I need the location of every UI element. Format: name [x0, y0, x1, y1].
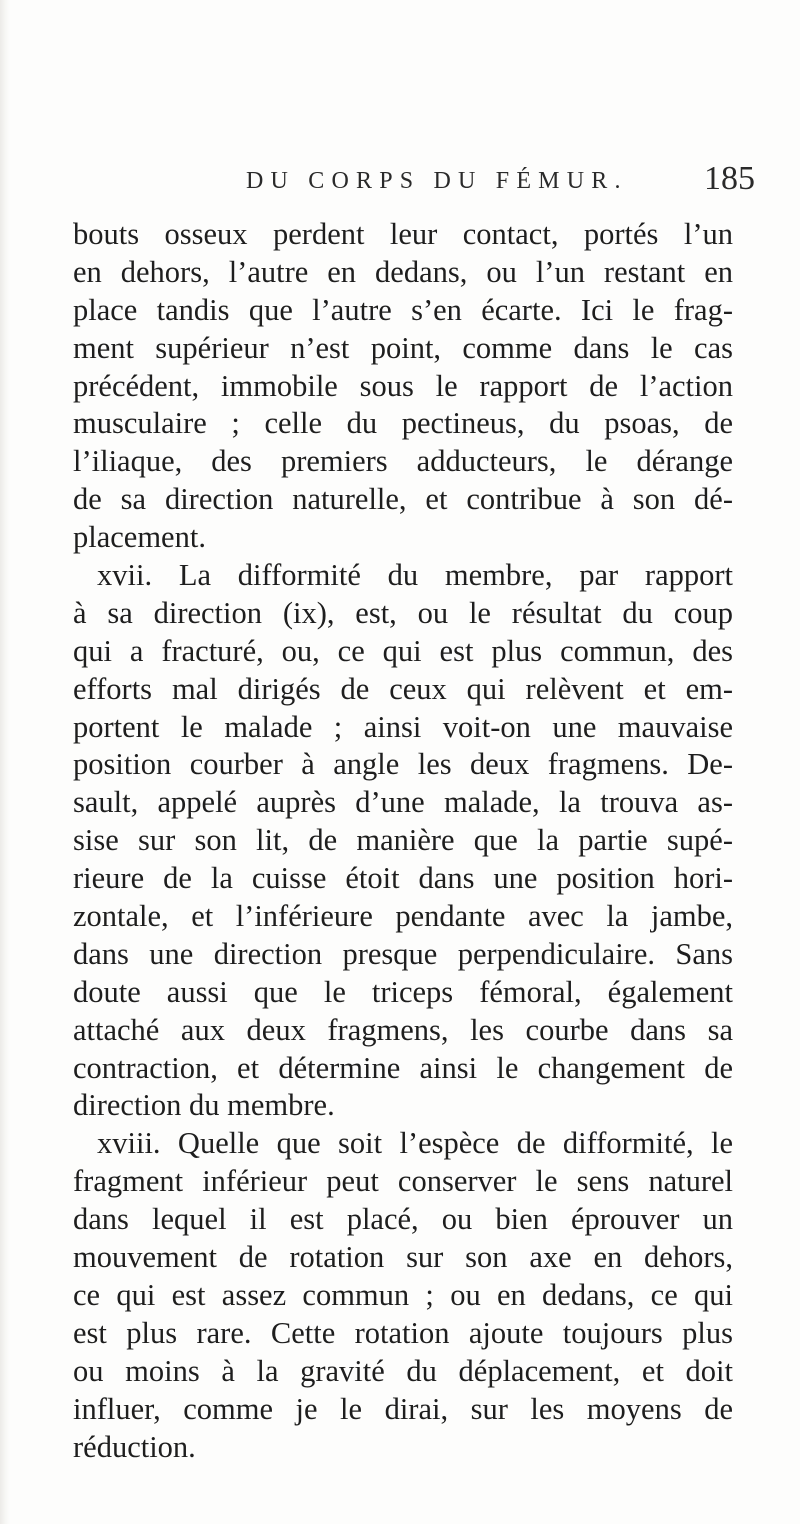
- text-line: contraction, et détermine ainsi le changement de: [73, 1050, 733, 1085]
- text-line: à sa direction (ix), est, ou le résultat du coup: [73, 595, 733, 630]
- text-line: mouvement de rotation sur son axe en dehors,: [73, 1240, 733, 1275]
- text-line: efforts mal dirigés de ceux qui relèvent et em-: [73, 671, 733, 706]
- text-line: réduction.: [73, 1429, 196, 1464]
- text-line: est plus rare. Cette rotation ajoute toujours plus: [73, 1315, 733, 1350]
- text-line: direction du membre.: [73, 1088, 335, 1123]
- text-line: placement.: [73, 520, 206, 555]
- page-gutter-shadow: [0, 0, 10, 1524]
- paragraph-xviii: [73, 1125, 733, 1466]
- text-line: zontale, et l’inférieure pendante avec la jambe,: [73, 899, 733, 934]
- text-line: portent le malade ; ainsi voit-on une mauvaise: [73, 709, 733, 744]
- text-line: dans une direction presque perpendiculaire. Sans: [73, 936, 733, 971]
- text-line: en dehors, l’autre en dedans, ou l’un restant en: [73, 254, 733, 289]
- paragraph-continuation: [73, 216, 733, 557]
- text-line: place tandis que l’autre s’en écarte. Ici le frag-: [73, 292, 733, 327]
- text-line: de sa direction naturelle, et contribue à son dé-: [73, 482, 733, 517]
- text-line: l’iliaque, des premiers adducteurs, le dérange: [73, 444, 733, 479]
- text-line: position courber à angle les deux fragmens. De-: [73, 747, 733, 782]
- body-text: [73, 216, 733, 1466]
- text-line: ment supérieur n’est point, comme dans le cas: [73, 330, 733, 365]
- running-head: [0, 160, 800, 210]
- text-line: xvii. La difformité du membre, par rapport: [97, 558, 733, 593]
- text-line: fragment inférieur peut conserver le sens naturel: [73, 1164, 733, 1199]
- text-line: ou moins à la gravité du déplacement, et doit: [73, 1353, 733, 1388]
- page-number: 185: [704, 160, 755, 197]
- text-line: sault, appelé auprès d’une malade, la trouva as-: [73, 785, 733, 820]
- text-line: dans lequel il est placé, ou bien éprouver un: [73, 1202, 733, 1237]
- text-line: qui a fracturé, ou, ce qui est plus commun, des: [73, 633, 733, 668]
- text-line: rieure de la cuisse étoit dans une position hori-: [73, 861, 733, 896]
- text-line: sise sur son lit, de manière que la partie supé-: [73, 823, 733, 858]
- text-line: précédent, immobile sous le rapport de l’action: [73, 368, 733, 403]
- text-line: musculaire ; celle du pectineus, du psoas, de: [73, 406, 733, 441]
- text-line: doute aussi que le triceps fémoral, également: [73, 974, 733, 1009]
- text-line: bouts osseux perdent leur contact, portés l’un: [73, 217, 733, 251]
- text-line: ce qui est assez commun ; ou en dedans, ce qui: [73, 1277, 733, 1312]
- running-head-title: DU CORPS DU FÉMUR.: [246, 168, 628, 194]
- text-line: xviii. Quelle que soit l’espèce de difformité, le: [97, 1126, 733, 1161]
- text-line: influer, comme je le dirai, sur les moyens de: [73, 1391, 733, 1426]
- paragraph-xvii: [73, 557, 733, 1125]
- text-line: attaché aux deux fragmens, les courbe dans sa: [73, 1012, 733, 1047]
